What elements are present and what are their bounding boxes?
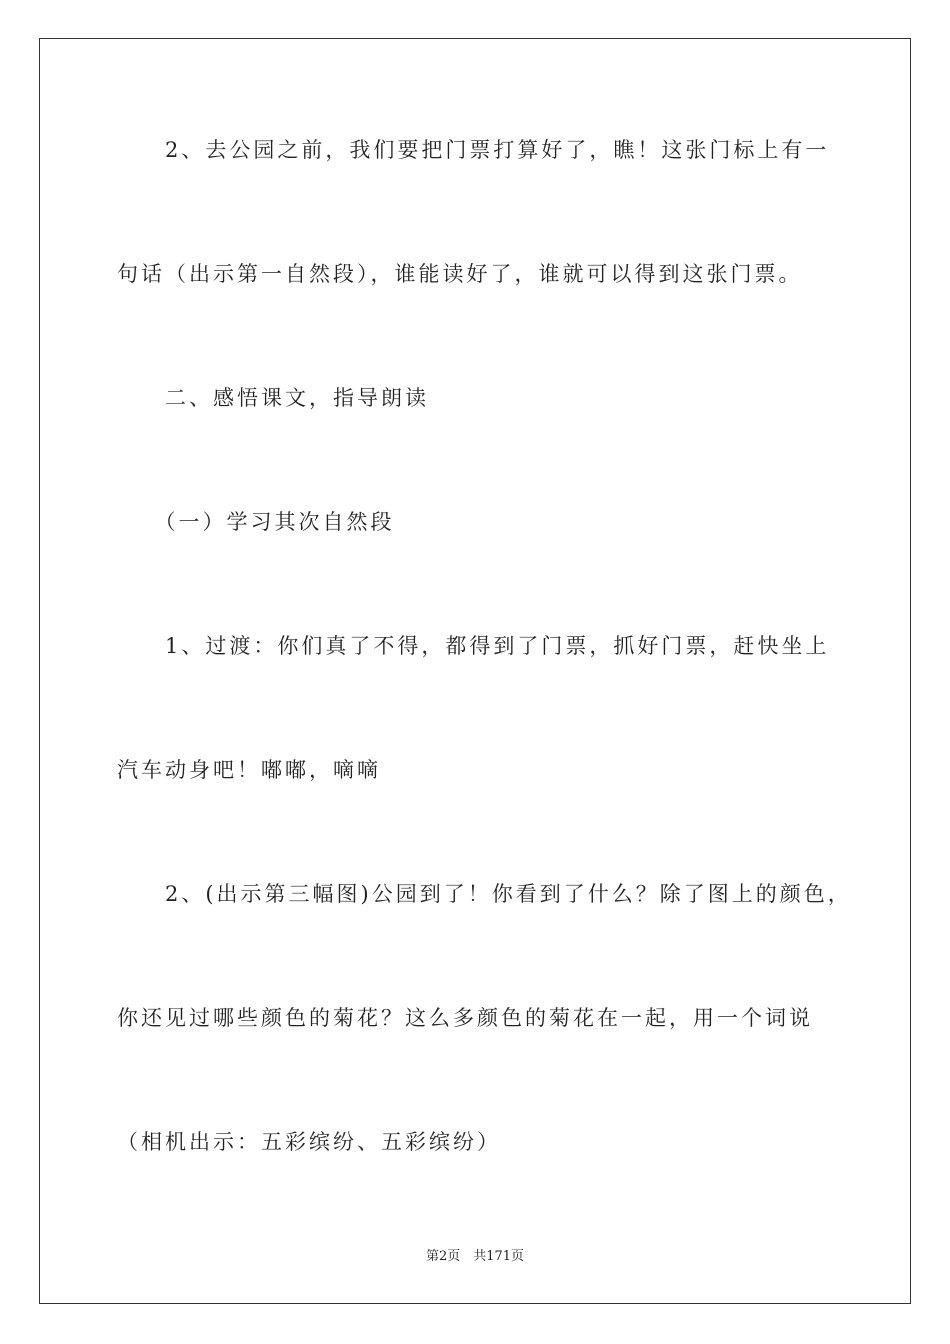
page-number-footer: 第2页 共171页 (425, 1249, 525, 1264)
paragraph-line-9: （相机出示：五彩缤纷、五彩缤纷） (117, 1130, 501, 1154)
paragraph-line-8: 你还见过哪些颜色的菊花？这么多颜色的菊花在一起，用一个词说 (117, 1006, 813, 1030)
subsection-heading: （一）学习其次自然段 (117, 510, 395, 534)
section-heading: 二、感悟课文，指导朗读 (117, 386, 429, 410)
paragraph-line-2: 句话（出示第一自然段），谁能读好了，谁就可以得到这张门票。 (117, 262, 803, 286)
paragraph-line-1: 2、去公园之前，我们要把门票打算好了，瞧！这张门标上有一 (117, 138, 830, 162)
paragraph-line-6: 汽车动身吧！嘟嘟，嘀嘀 (117, 758, 381, 782)
paragraph-line-7: 2、(出示第三幅图)公园到了！你看到了什么？除了图上的颜色， (117, 882, 852, 906)
paragraph-line-5: 1、过渡：你们真了不得，都得到了门票，抓好门票，赶快坐上 (117, 634, 830, 658)
page-border (39, 38, 911, 1304)
